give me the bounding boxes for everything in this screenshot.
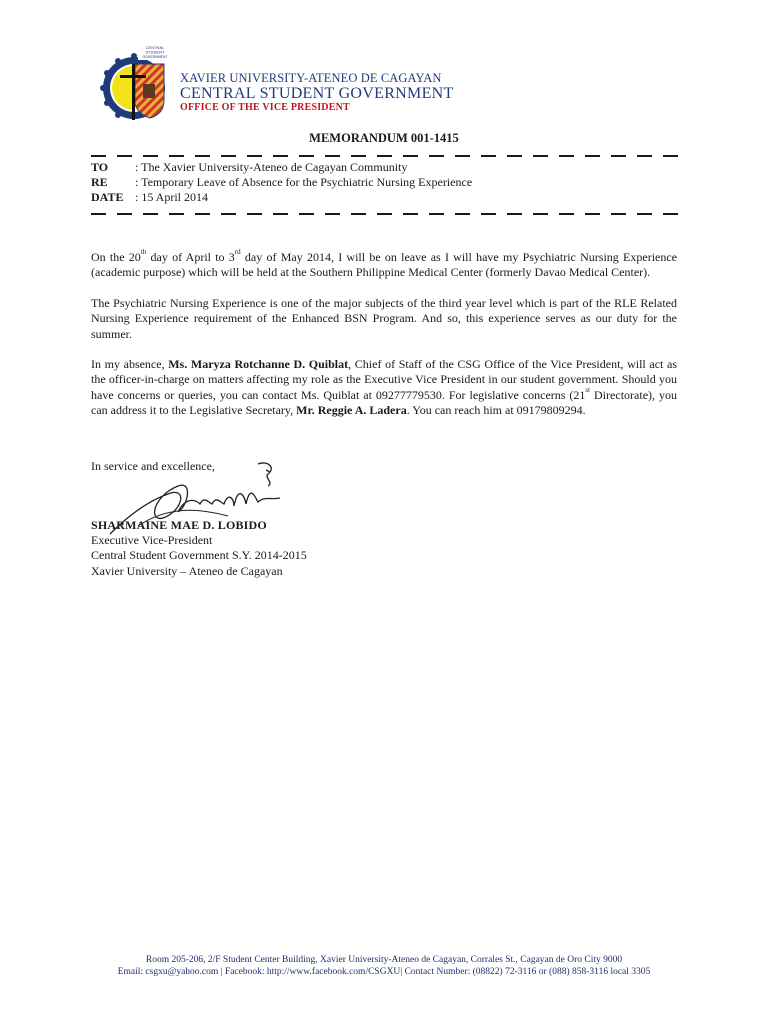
signatory-name: SHARMAINE MAE D. LOBIDO	[91, 518, 267, 532]
signatory-position: Executive Vice-President	[91, 533, 213, 548]
date-label: DATE	[91, 190, 124, 204]
closing-salutation: In service and excellence,	[91, 459, 215, 473]
p1-sup-th: th	[140, 248, 147, 256]
to-label: TO	[91, 160, 109, 174]
p3-sup-st: st	[585, 385, 591, 394]
memo-header	[91, 160, 472, 205]
re-value: : Temporary Leave of Absence for the Psychiatric Nursing Experience	[135, 175, 473, 189]
paragraph-experience: The Psychiatric Nursing Experience is one of the major subjects of the third year level which is part of the RLE Related Nursing Experience requirement of the Enhanced BSN Program. And so, this experience serves as our duty for the summer.	[91, 296, 677, 341]
svg-text:STUDENT: STUDENT	[145, 49, 165, 55]
svg-text:CENTRAL: CENTRAL	[145, 45, 165, 50]
footer	[0, 954, 768, 978]
signatory-org: Central Student Government S.Y. 2014-2015	[91, 548, 307, 563]
paragraph-leave-dates	[91, 250, 677, 281]
date-value: : 15 April 2014	[135, 190, 209, 204]
memo-to-row	[91, 160, 472, 175]
p1-text-a: On the 20	[91, 250, 141, 264]
re-label: RE	[91, 175, 108, 189]
p3-text-a: In my absence,	[91, 357, 169, 371]
letterhead	[98, 42, 454, 122]
memo-title: MEMORANDUM 001-1415	[309, 131, 459, 145]
legislative-secretary-name: Mr. Reggie A. Ladera	[296, 402, 407, 417]
divider-top	[91, 155, 683, 157]
signatory-school: Xavier University – Ateneo de Cagayan	[91, 563, 283, 578]
letterhead-text	[180, 71, 454, 114]
svg-text:GOVERNMENT: GOVERNMENT	[142, 55, 168, 59]
memo-date-row	[91, 190, 472, 205]
footer-address: Room 205-206, 2/F Student Center Building, Xavier University-Ateneo de Cagayan, Corrales St., Cagayan de Oro City 9000	[145, 955, 623, 965]
office-name: OFFICE OF THE VICE PRESIDENT	[180, 102, 350, 113]
divider-bottom	[91, 213, 683, 215]
university-name: XAVIER UNIVERSITY-ATENEO DE CAGAYAN	[180, 71, 442, 85]
paragraph-officer-in-charge	[91, 357, 677, 418]
p1-sup-rd: rd	[234, 248, 241, 256]
to-value: : The Xavier University-Ateneo de Cagayan Community	[135, 160, 408, 174]
handwritten-signature-icon	[108, 456, 288, 536]
p3-text-b: , Chief of Staff of the CSG Office of the Vice President, will act as the officer-in-charge on matters affecting my role as the Executive Vice President in our student government. Should you have concerns or queries, you can contact Ms. Quiblat at 09277779530. For legislative concerns (21	[91, 357, 678, 402]
footer-contact: Email: csgxu@yahoo.com | Facebook: http://www.facebook.com/CSGXU| Contact Number: (08822) 72-3116 or (088) 858-3116 local 3305	[117, 967, 651, 977]
p1-text-b: day of April to 3	[146, 250, 235, 264]
officer-in-charge-name: Ms. Maryza Rotchanne D. Quiblat	[168, 357, 349, 371]
organization-name: CENTRAL STUDENT GOVERNMENT	[180, 85, 454, 102]
p3-text-d: . You can reach him at 09179809294.	[406, 402, 586, 417]
csg-seal-logo-icon	[98, 42, 180, 122]
memo-re-row	[91, 175, 472, 190]
p1-text-c: day of May 2014, I will be on leave as I will have my Psychiatric Nursing Experience (academic purpose) which will be held at the Southern Philippine Medical Center (formerly Davao Medical Center).	[91, 250, 678, 280]
p3-text-c: Directorate), you can address it to the Legislative Secretary,	[91, 387, 677, 417]
